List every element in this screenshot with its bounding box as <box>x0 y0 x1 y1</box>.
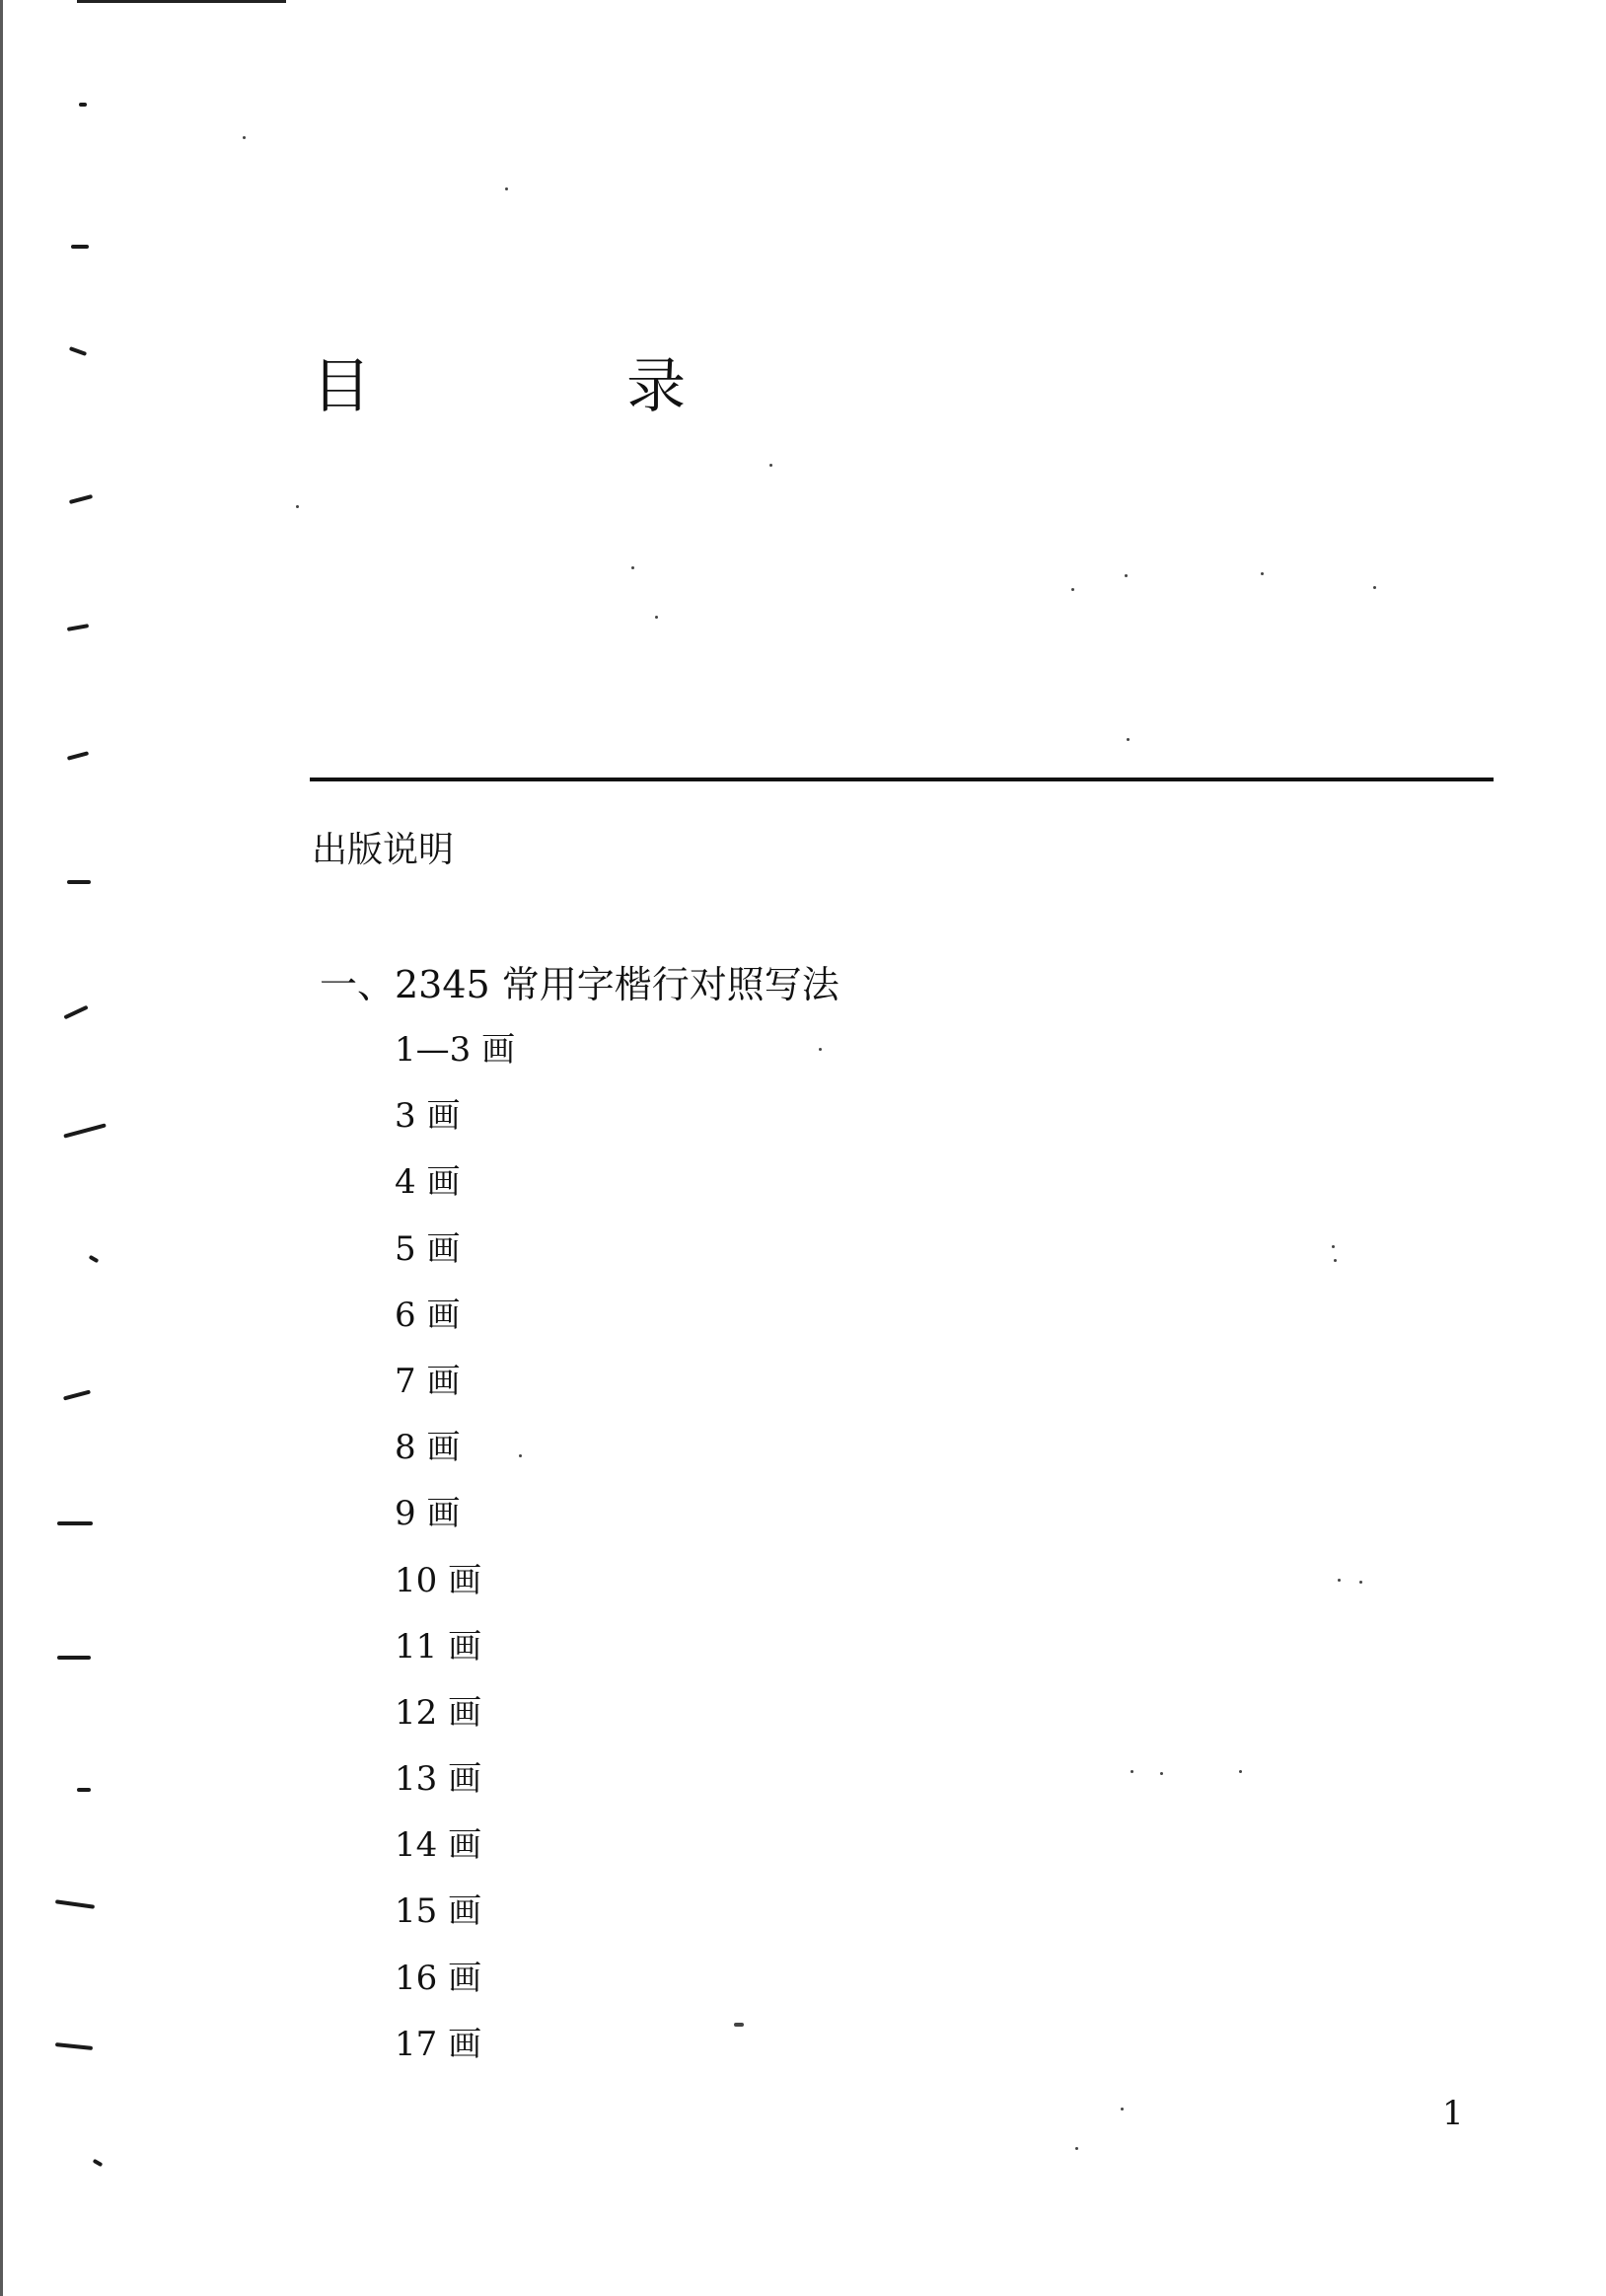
page-number: 1 <box>1442 2094 1464 2133</box>
toc-section-7: 7 画 <box>395 1361 461 1401</box>
toc-section-8: 8 画 <box>395 1428 461 1468</box>
toc-section-5: 5 画 <box>395 1228 461 1269</box>
toc-section-list <box>395 1028 515 2089</box>
toc-section-12: 12 画 <box>395 1692 482 1733</box>
title-divider <box>310 778 1494 781</box>
toc-entry-chapter-1: 一、2345 常用字楷行对照写法 <box>320 963 840 1006</box>
toc-section-3: 3 画 <box>395 1096 461 1137</box>
toc-section-16: 16 画 <box>395 1958 482 1998</box>
toc-section-10: 10 画 <box>395 1560 482 1600</box>
toc-section-6: 6 画 <box>395 1295 461 1335</box>
toc-section-14: 14 画 <box>395 1825 482 1866</box>
page-title: 目 录 <box>312 352 805 421</box>
toc-section-4: 4 画 <box>395 1162 461 1203</box>
toc-section-11: 11 画 <box>395 1626 482 1666</box>
toc-entry-preface: 出版说明 <box>312 830 455 870</box>
toc-section-15: 15 画 <box>395 1891 482 1932</box>
toc-section-1-3: 1—3 画 <box>395 1030 516 1070</box>
toc-section-13: 13 画 <box>395 1759 482 1800</box>
binding-hole-marks <box>0 0 118 2296</box>
toc-section-9: 9 画 <box>395 1494 461 1534</box>
toc-section-17: 17 画 <box>395 2024 482 2064</box>
